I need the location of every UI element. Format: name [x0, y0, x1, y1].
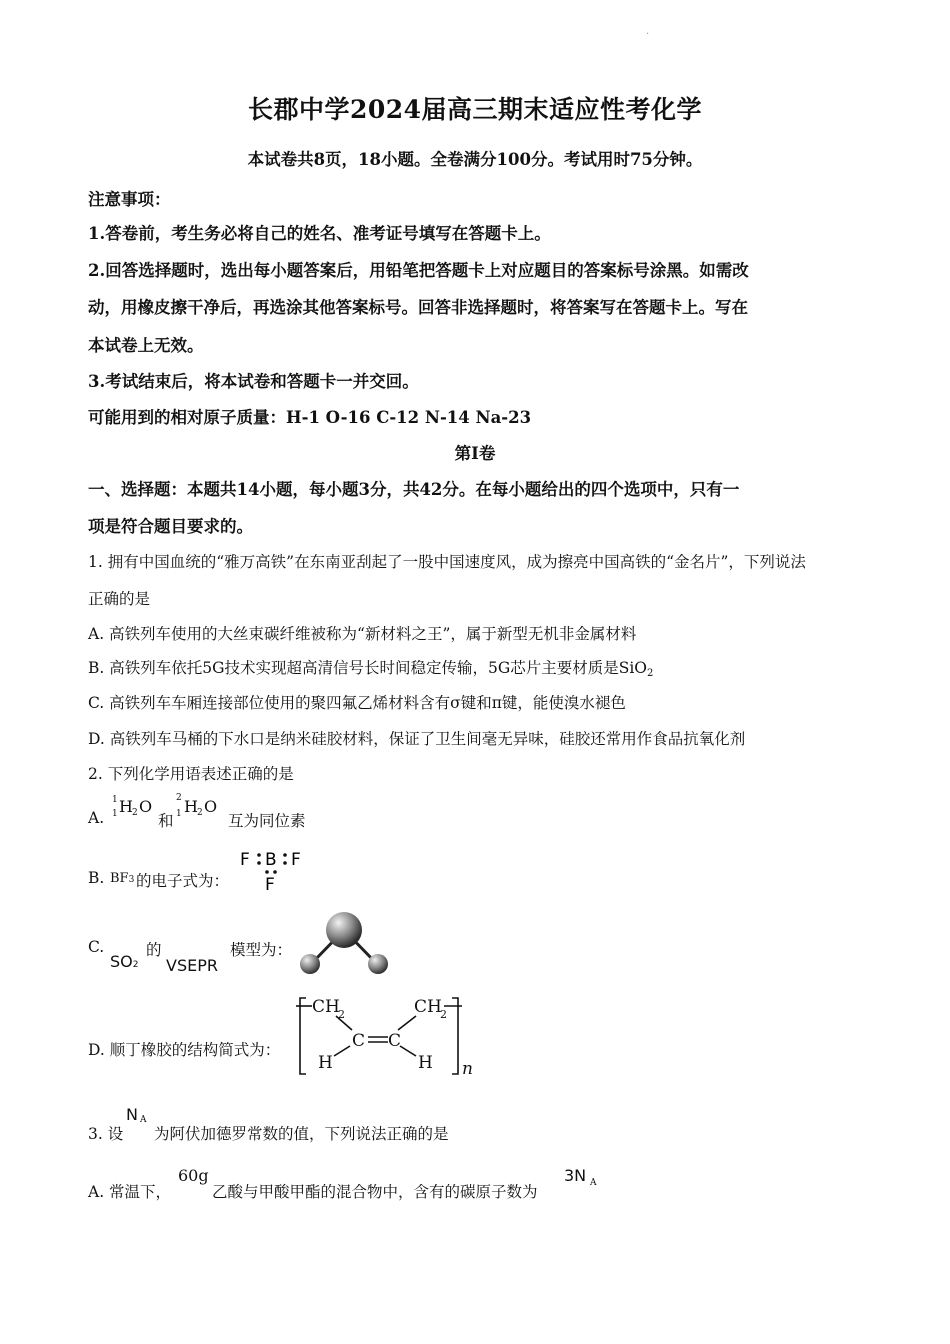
q2-option-a-o-1: O	[139, 797, 153, 816]
bf3-b: B	[265, 850, 277, 870]
polymer-c-left: C	[352, 1031, 366, 1051]
page-title: 长郡中学2024届高三期末适应性考化学	[247, 95, 703, 124]
q2-option-a-sub-2: 2	[197, 808, 203, 818]
bf3-electron	[283, 853, 287, 857]
vsepr-atom-right	[368, 954, 388, 974]
q2-option-c-vsepr: VSEPR	[166, 956, 218, 975]
bf3-electron-formula	[236, 845, 316, 895]
q2-option-a-suffix: 互为同位素	[228, 812, 306, 830]
q3-stem-suffix: 为阿伏加德罗常数的值，下列说法正确的是	[154, 1125, 449, 1143]
bf3-f-bottom: F	[265, 875, 275, 895]
q1-option-b	[88, 656, 653, 679]
q1-option-d: D. 高铁列车马桶的下水口是纳米硅胶材料，保证了卫生间毫无异味，硅胶还常用作食品抗氧化剂	[88, 730, 746, 748]
polymer-c-right: C	[388, 1031, 402, 1051]
q1-stem-line-2: 正确的是	[88, 590, 151, 608]
q2-option-a-h-2: H	[184, 797, 198, 816]
vsepr-ball-model	[294, 908, 394, 978]
notice-item-2-line-1: 2.回答选择题时，选出每小题答案后，用铅笔把答题卡上对应题目的答案标号涂黑。如需改	[88, 261, 749, 280]
q2-option-c-so: SO	[110, 952, 133, 971]
bf3-f-right: F	[291, 850, 301, 870]
section-heading-line-1: 一、选择题：本题共14小题，每小题3分，共42分。在每小题给出的四个选项中，只有一	[88, 480, 740, 499]
q2-option-c-sub: 2	[132, 960, 139, 970]
q2-option-c-de: 的	[146, 941, 162, 959]
q2-option-a-mass-2: 2	[176, 793, 182, 803]
stray-dot: .	[646, 26, 650, 37]
q1-stem-line-1: 1. 拥有中国血统的“雅万高铁”在东南亚刮起了一股中国速度风，成为擦亮中国高铁的“金名片”，下列说法	[88, 553, 806, 571]
q3-stem	[88, 1105, 688, 1145]
bf3-f-left: F	[240, 850, 250, 870]
section-heading-line-2: 项是符合题目要求的。	[88, 517, 253, 536]
q2-option-a-and: 和	[158, 812, 174, 830]
q2-option-c-label: C.	[88, 938, 105, 956]
polymer-h-left: H	[318, 1053, 333, 1073]
q2-option-b	[88, 845, 328, 895]
q2-option-c	[88, 908, 398, 978]
q3-stem-prefix: 3. 设	[88, 1125, 124, 1143]
q2-option-b-sub: 3	[128, 875, 135, 885]
q1-option-b-subscript: 2	[647, 668, 654, 679]
q2-option-a-atomic-2: 1	[176, 809, 182, 819]
notice-item-2-line-2: 动，用橡皮擦干净后，再选涂其他答案标号。回答非选择题时，将答案写在答题卡上。写在	[88, 298, 748, 317]
q2-option-d	[88, 988, 488, 1080]
q3-option-a	[88, 1166, 688, 1206]
polymer-h-right: H	[418, 1053, 433, 1073]
vsepr-atom-left	[300, 954, 320, 974]
vsepr-central-atom	[326, 912, 362, 948]
notice-item-1: 1.答卷前，考生务必将自己的姓名、准考证号填写在答题卡上。	[88, 224, 551, 243]
polymer-ch2-right-sub: 2	[440, 1008, 447, 1021]
q3-option-a-count: 3N	[564, 1166, 587, 1185]
polymer-ch2-left-sub: 2	[338, 1008, 345, 1021]
notice-item-3: 3.考试结束后，将本试卷和答题卡一并交回。	[88, 372, 419, 391]
polymer-ch2-right: CH	[414, 997, 442, 1017]
q2-stem: 2. 下列化学用语表述正确的是	[88, 765, 294, 783]
q2-option-b-label: B.	[88, 869, 105, 887]
q2-option-b-suffix: 的电子式为：	[136, 872, 230, 890]
q2-option-a-atomic-1: 1	[112, 809, 118, 819]
notice-heading: 注意事项：	[88, 190, 171, 209]
q2-option-a-o-2: O	[204, 797, 218, 816]
bf3-electron	[283, 861, 287, 865]
atomic-mass-line: 可能用到的相对原子质量：H-1 O-16 C-12 N-14 Na-23	[88, 408, 532, 427]
polymer-n: n	[462, 1059, 473, 1079]
q2-option-a	[88, 795, 348, 835]
q1-option-c: C. 高铁列车车厢连接部位使用的聚四氟乙烯材料含有σ键和π键，能使溴水褪色	[88, 694, 626, 712]
q2-option-a-sub-1: 2	[132, 808, 138, 818]
polymer-ch2-left: CH	[312, 997, 340, 1017]
q2-option-c-suffix: 模型为：	[230, 941, 293, 959]
q2-option-d-text: D. 顺丁橡胶的结构简式为：	[88, 1041, 281, 1059]
bf3-electron	[273, 870, 277, 874]
volume-heading: 第I卷	[454, 444, 496, 463]
q3-option-a-mid: 乙酸与甲酸甲酯的混合物中，含有的碳原子数为	[212, 1183, 538, 1201]
q2-option-b-bf: BF	[110, 871, 129, 886]
q2-option-a-mass-1: 1	[112, 795, 118, 805]
bf3-electron	[257, 861, 261, 865]
q1-option-a: A. 高铁列车使用的大丝束碳纤维被称为“新材料之王”，属于新型无机非金属材料	[88, 625, 637, 643]
notice-item-2-line-3: 本试卷上无效。	[88, 336, 204, 355]
q2-option-a-label: A.	[88, 809, 105, 827]
q3-option-a-prefix: A. 常温下，	[88, 1183, 172, 1201]
q3-option-a-sub: A	[590, 1178, 597, 1188]
q2-option-a-h-1: H	[119, 797, 133, 816]
bf3-electron	[257, 853, 261, 857]
exam-info: 本试卷共8页，18小题。全卷满分100分。考试用时75分钟。	[247, 150, 703, 169]
q2-option-c-formula	[110, 952, 138, 971]
q1-option-b-text: B. 高铁列车依托5G技术实现超高清信号长时间稳定传输，5G芯片主要材质是SiO	[88, 659, 648, 677]
q3-na-sub: A	[140, 1115, 147, 1125]
cis-polybutadiene-structure	[296, 988, 486, 1080]
q3-na: N	[126, 1105, 138, 1124]
bf3-electron	[265, 870, 269, 874]
q2-option-b-formula	[110, 871, 134, 886]
q3-option-a-mass: 60g	[178, 1166, 209, 1185]
